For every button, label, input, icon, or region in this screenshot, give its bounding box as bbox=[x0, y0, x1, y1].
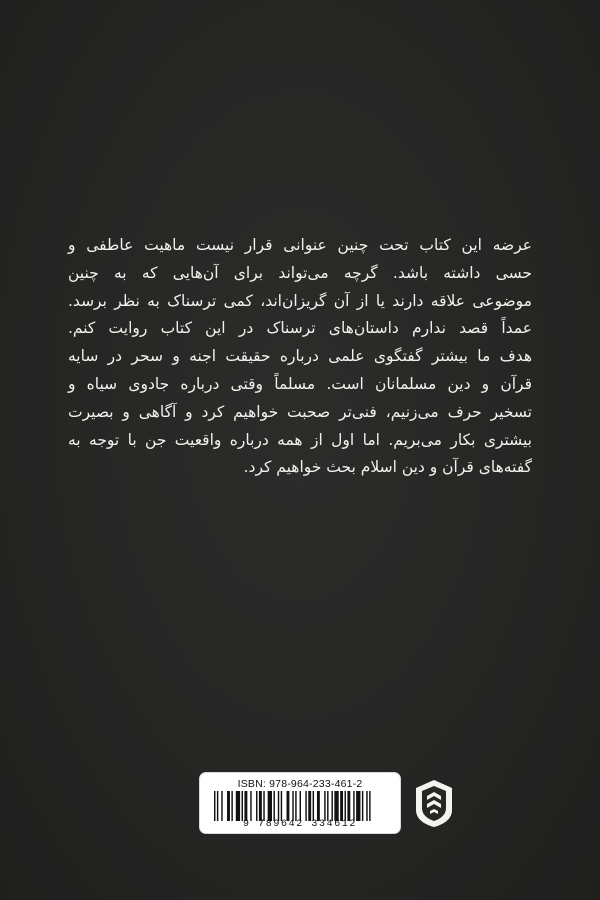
publisher-logo-icon bbox=[412, 778, 456, 828]
blurb-text bbox=[68, 232, 532, 482]
barcode-bar bbox=[295, 791, 296, 821]
barcode-bar bbox=[214, 791, 215, 821]
blurb-line: قرآن و دین مسلمانان است. مسلماً وقتی درباره جادوی سیاه و bbox=[68, 374, 532, 393]
barcode-bar bbox=[221, 791, 222, 821]
barcode-bar bbox=[300, 791, 301, 821]
barcode-bar bbox=[347, 791, 350, 821]
barcode-bar bbox=[369, 791, 370, 821]
barcode-bar bbox=[268, 791, 272, 821]
barcode-bar bbox=[324, 791, 325, 821]
barcode-bar bbox=[353, 791, 354, 821]
barcode-bar bbox=[356, 791, 360, 821]
isbn-barcode bbox=[200, 773, 400, 833]
barcode-bar bbox=[287, 791, 290, 821]
blurb-line: عرضه این کتاب تحت چنین عنوانی قرار نیست ماهیت عاطفی و bbox=[68, 236, 532, 254]
barcode-bar bbox=[313, 791, 314, 821]
barcode-bar bbox=[278, 791, 279, 821]
barcode-bar bbox=[227, 791, 230, 821]
blurb-line: تسخیر حرف می‌زنیم، فنی‌تر صحبت خواهیم کرد و آگاهی و بصیرت bbox=[68, 402, 532, 421]
barcode-bar bbox=[217, 791, 218, 821]
barcode-bar bbox=[366, 791, 367, 821]
barcode-bar bbox=[250, 791, 251, 821]
barcode-bar bbox=[345, 791, 346, 821]
barcode-bar bbox=[305, 791, 306, 821]
blurb-line: گفته‌های قرآن و دین اسلام بحث خواهیم کرد. bbox=[243, 458, 532, 477]
barcode-bar bbox=[340, 791, 343, 821]
blurb-line: بیشتری بکار می‌بریم. اما اول از همه درباره واقعیت جن با توجه به bbox=[68, 430, 532, 449]
barcode-bar bbox=[273, 791, 274, 821]
barcode-bar bbox=[331, 791, 332, 821]
barcode-bar bbox=[281, 791, 282, 821]
barcode-bars bbox=[210, 791, 390, 821]
barcode-bar bbox=[231, 791, 232, 821]
blurb-line: حسی داشته باشد. گرچه می‌تواند برای آن‌هایی که به چنین bbox=[68, 263, 532, 282]
blurb-line: عمداً قصد ندارم داستان‌های ترسناک در این کتاب روایت کنم. bbox=[68, 319, 532, 338]
isbn-label: ISBN: 978-964-233-461-2 bbox=[237, 778, 363, 790]
barcode-bar bbox=[334, 791, 338, 821]
barcode-bar bbox=[317, 791, 320, 821]
barcode-digits: 9 789642 334612 bbox=[242, 819, 357, 830]
barcode-bar bbox=[256, 791, 257, 821]
barcode-bar bbox=[327, 791, 328, 821]
barcode-bar bbox=[242, 791, 243, 821]
barcode-bar bbox=[244, 791, 247, 821]
blurb-line: هدف ما بیشتر گفتگوی علمی درباره حقیقت اجنه و سحر در سایه bbox=[68, 347, 532, 366]
barcode-bar bbox=[259, 791, 262, 821]
barcode-bar bbox=[292, 791, 293, 821]
barcode-bar bbox=[236, 791, 240, 821]
barcode-bar bbox=[362, 791, 363, 821]
barcode-bar bbox=[308, 791, 311, 821]
blurb-line: موضوعی علاقه دارند یا از آن گریزان‌اند، کمی ترسناک به نظر برسد. bbox=[68, 291, 532, 310]
barcode-bar bbox=[263, 791, 264, 821]
